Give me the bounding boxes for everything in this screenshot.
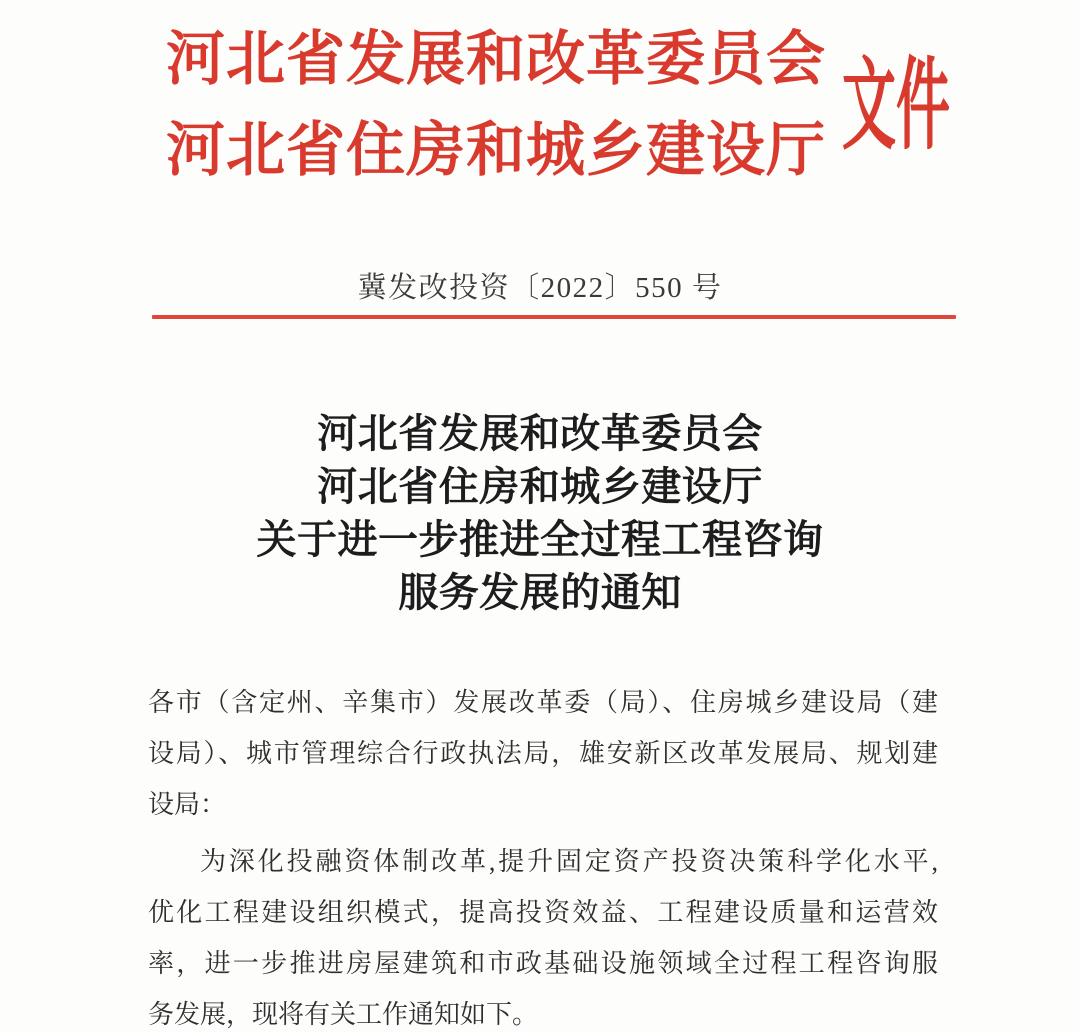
reference-number: 冀发改投资〔2022〕550 号 [357,272,723,304]
letterhead [166,14,826,196]
body-text-line: 优化工程建设组织模式，提高投资效益、工程建设质量和运营效 [148,898,938,927]
body-text-line: 率，进一步推进房屋建筑和市政基础设施领域全过程工程咨询服 [148,949,938,978]
recipients-paragraph [148,677,938,830]
doc-marker: 文件 [842,50,950,162]
document-title-line-3: 关于进一步推进全过程工程咨询 [256,517,824,562]
document-title-line-2: 河北省住房和城乡建设厅 [317,464,763,509]
agency-name-line-1: 河北省发展和改革委员会 [166,26,827,92]
document-title [0,407,1080,619]
document-body [148,677,938,1033]
body-text-line: 各市（含定州、辛集市）发展改革委（局）、住房城乡建设局（建 [148,688,938,717]
body-text-line: 设局）、城市管理综合行政执法局，雄安新区改革发展局、规划建 [148,739,938,768]
intro-paragraph [148,836,938,1033]
red-divider [152,315,956,319]
document-title-line-4: 服务发展的通知 [398,570,682,615]
agency-name-line-2: 河北省住房和城乡建设厅 [166,117,827,183]
body-text-line: 设局： [148,790,227,819]
document-title-line-1: 河北省发展和改革委员会 [317,411,763,456]
body-text-line: 务发展，现将有关工作通知如下。 [148,1000,539,1029]
body-text-line: 为深化投融资体制改革,提升固定资产投资决策科学化水平, [200,847,938,876]
